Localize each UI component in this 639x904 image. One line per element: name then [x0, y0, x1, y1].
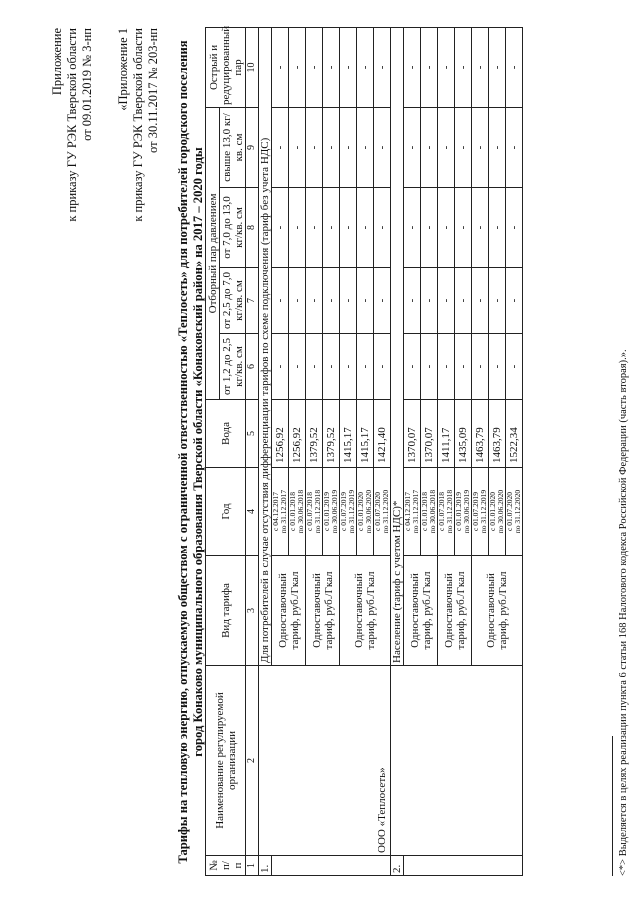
water-value: 1463,79	[489, 400, 506, 468]
col-number: 10	[246, 27, 259, 107]
header-line: к приказу ГУ РЭК Тверской области	[131, 28, 145, 222]
water-value: 1421,40	[374, 400, 391, 468]
dash: -	[272, 334, 289, 400]
water-value: 1370,07	[404, 400, 421, 468]
dash: -	[489, 188, 506, 268]
dash: -	[323, 188, 340, 268]
dash: -	[438, 268, 455, 334]
tariff-type: Одноставочный тариф, руб./Гкал	[404, 556, 438, 666]
period-cell: с 01.01.2019 по 30.06.2019	[323, 468, 340, 556]
col-number: 5	[246, 400, 259, 468]
dash: -	[306, 334, 323, 400]
dash: -	[472, 27, 489, 107]
dash: -	[404, 268, 421, 334]
period-cell: с 01.01.2020 по 30.06.2020	[357, 468, 374, 556]
col-number: 9	[246, 107, 259, 187]
tariff-type: Одноставочный тариф, руб./Гкал	[472, 556, 523, 666]
dash: -	[357, 188, 374, 268]
dash: -	[306, 268, 323, 334]
dash: -	[323, 268, 340, 334]
water-value: 1379,52	[306, 400, 323, 468]
dash: -	[421, 188, 438, 268]
dash: -	[506, 27, 523, 107]
dash: -	[340, 334, 357, 400]
dash: -	[374, 268, 391, 334]
water-value: 1415,17	[357, 400, 374, 468]
dash: -	[472, 107, 489, 187]
dash: -	[374, 27, 391, 107]
water-value: 1435,09	[455, 400, 472, 468]
dash: -	[323, 27, 340, 107]
tariff-type: Одноставочный тариф, руб./Гкал	[306, 556, 340, 666]
col-header-year: Год	[206, 468, 246, 556]
row-number: 2.	[391, 856, 404, 876]
dash: -	[489, 268, 506, 334]
dash: -	[340, 107, 357, 187]
dash: -	[438, 27, 455, 107]
col-number: 3	[246, 556, 259, 666]
dash: -	[340, 188, 357, 268]
header-line: «Приложение 1	[116, 28, 130, 111]
dash: -	[421, 334, 438, 400]
dash: -	[404, 27, 421, 107]
col-header-steam-2: от 2,5 до 7,0 кг/кв. см	[220, 268, 246, 334]
dash: -	[455, 334, 472, 400]
dash: -	[506, 268, 523, 334]
dash: -	[306, 27, 323, 107]
dash: -	[506, 334, 523, 400]
dash: -	[455, 268, 472, 334]
dash: -	[357, 27, 374, 107]
dash: -	[289, 107, 306, 187]
footnote-divider	[612, 736, 613, 876]
section-title: Население (тариф с учетом НДС)*	[391, 27, 404, 665]
header-order-2017	[116, 28, 161, 222]
col-number: 6	[246, 334, 259, 400]
water-value: 1463,79	[472, 400, 489, 468]
dash: -	[374, 334, 391, 400]
col-header-type: Вид тарифа	[206, 556, 246, 666]
dash: -	[421, 107, 438, 187]
period-cell: с 01.01.2020 по 30.06.2020	[489, 468, 506, 556]
dash: -	[306, 107, 323, 187]
dash: -	[506, 188, 523, 268]
dash: -	[404, 188, 421, 268]
tariff-table	[205, 27, 523, 876]
footnote: <*> Выделяется в целях реализации пункта 6 статьи 168 Налогового кодекса Российской Федерации (часть вторая).».	[618, 349, 629, 876]
dash: -	[289, 334, 306, 400]
dash: -	[404, 107, 421, 187]
water-value: 1522,34	[506, 400, 523, 468]
col-header-water: Вода	[206, 400, 246, 468]
period-cell: с 01.07.2018 по 31.12.2018	[306, 468, 323, 556]
period-cell: с 01.07.2020 по 31.12.2020	[374, 468, 391, 556]
period-cell: с 01.07.2018 по 31.12.2018	[438, 468, 455, 556]
dash: -	[289, 27, 306, 107]
dash: -	[472, 268, 489, 334]
col-header-steam-1: от 1,2 до 2,5 кг/кв. см	[220, 334, 246, 400]
period-cell: с 04.12.2017 по 31.12.2017	[272, 468, 289, 556]
dash: -	[323, 107, 340, 187]
col-header-hot-steam: Острый и редуцированный пар	[206, 27, 246, 107]
dash: -	[404, 334, 421, 400]
col-number: 1	[246, 856, 259, 876]
title-line: Тарифы на тепловую энергию, отпускаемую обществом с ограниченной ответственностью «Теплосеть» для потребителей городского поселения	[176, 40, 190, 864]
col-number: 7	[246, 268, 259, 334]
water-value: 1370,07	[421, 400, 438, 468]
dash: -	[357, 268, 374, 334]
water-value: 1379,52	[323, 400, 340, 468]
dash: -	[438, 188, 455, 268]
dash: -	[472, 334, 489, 400]
header-line: Приложение	[50, 28, 64, 96]
dash: -	[489, 27, 506, 107]
dash: -	[357, 334, 374, 400]
period-cell: с 01.01.2019 по 30.06.2019	[455, 468, 472, 556]
dash: -	[289, 268, 306, 334]
dash: -	[438, 107, 455, 187]
tariff-type: Одноставочный тариф, руб./Гкал	[438, 556, 472, 666]
period-cell: с 01.01.2018 по 30.06.2018	[289, 468, 306, 556]
col-number: 8	[246, 188, 259, 268]
header-line: к приказу ГУ РЭК Тверской области	[65, 28, 79, 222]
dash: -	[374, 107, 391, 187]
organization-name: ООО «Теплосеть»	[259, 666, 391, 856]
dash: -	[421, 27, 438, 107]
dash: -	[472, 188, 489, 268]
dash: -	[272, 107, 289, 187]
period-cell: с 04.12.2017 по 31.12.2017	[404, 468, 421, 556]
document-title	[176, 40, 206, 864]
dash: -	[357, 107, 374, 187]
dash: -	[455, 27, 472, 107]
dash: -	[421, 268, 438, 334]
dash: -	[455, 107, 472, 187]
col-header-steam: Отборный пар давлением	[206, 107, 220, 399]
col-number: 4	[246, 468, 259, 556]
dash: -	[340, 27, 357, 107]
period-cell: с 01.01.2018 по 30.06.2018	[421, 468, 438, 556]
col-header-steam-3: от 7,0 до 13,0 кг/кв. см	[220, 188, 246, 268]
period-cell: с 01.07.2020 по 31.12.2020	[506, 468, 523, 556]
title-line: город Конаково муниципального образования Тверской области «Конаковский район» на 2017 – 2020 годы	[191, 147, 205, 757]
col-header-steam-4: свыше 13,0 кг/кв. см	[220, 107, 246, 187]
period-cell: с 01.07.2019 по 31.12.2019	[340, 468, 357, 556]
tariff-type: Одноставочный тариф, руб./Гкал	[272, 556, 306, 666]
col-header-org: Наименование регулируемой организации	[206, 666, 246, 856]
dash: -	[506, 107, 523, 187]
header-line: от 09.01.2019 № 3-нп	[80, 28, 94, 141]
section-title: Для потребителей в случае отсутствия дифференциации тарифов по схеме подключения (тариф без учета НДС)	[259, 27, 272, 665]
dash: -	[289, 188, 306, 268]
row-number: 1.	[259, 856, 272, 876]
dash: -	[489, 334, 506, 400]
header-line: от 30.11.2017 № 203-нп	[146, 28, 160, 153]
dash: -	[438, 334, 455, 400]
dash: -	[272, 268, 289, 334]
dash: -	[272, 188, 289, 268]
dash: -	[374, 188, 391, 268]
dash: -	[340, 268, 357, 334]
tariff-type: Одноставочный тариф, руб./Гкал	[340, 556, 391, 666]
header-order-2019	[50, 28, 95, 222]
water-value: 1256,92	[289, 400, 306, 468]
dash: -	[306, 188, 323, 268]
col-header-no: № п/ п	[206, 856, 246, 876]
water-value: 1256,92	[272, 400, 289, 468]
dash: -	[489, 107, 506, 187]
dash: -	[455, 188, 472, 268]
dash: -	[323, 334, 340, 400]
water-value: 1415,17	[340, 400, 357, 468]
water-value: 1411,17	[438, 400, 455, 468]
dash: -	[272, 27, 289, 107]
period-cell: с 01.07.2019 по 31.12.2019	[472, 468, 489, 556]
col-number: 2	[246, 666, 259, 856]
